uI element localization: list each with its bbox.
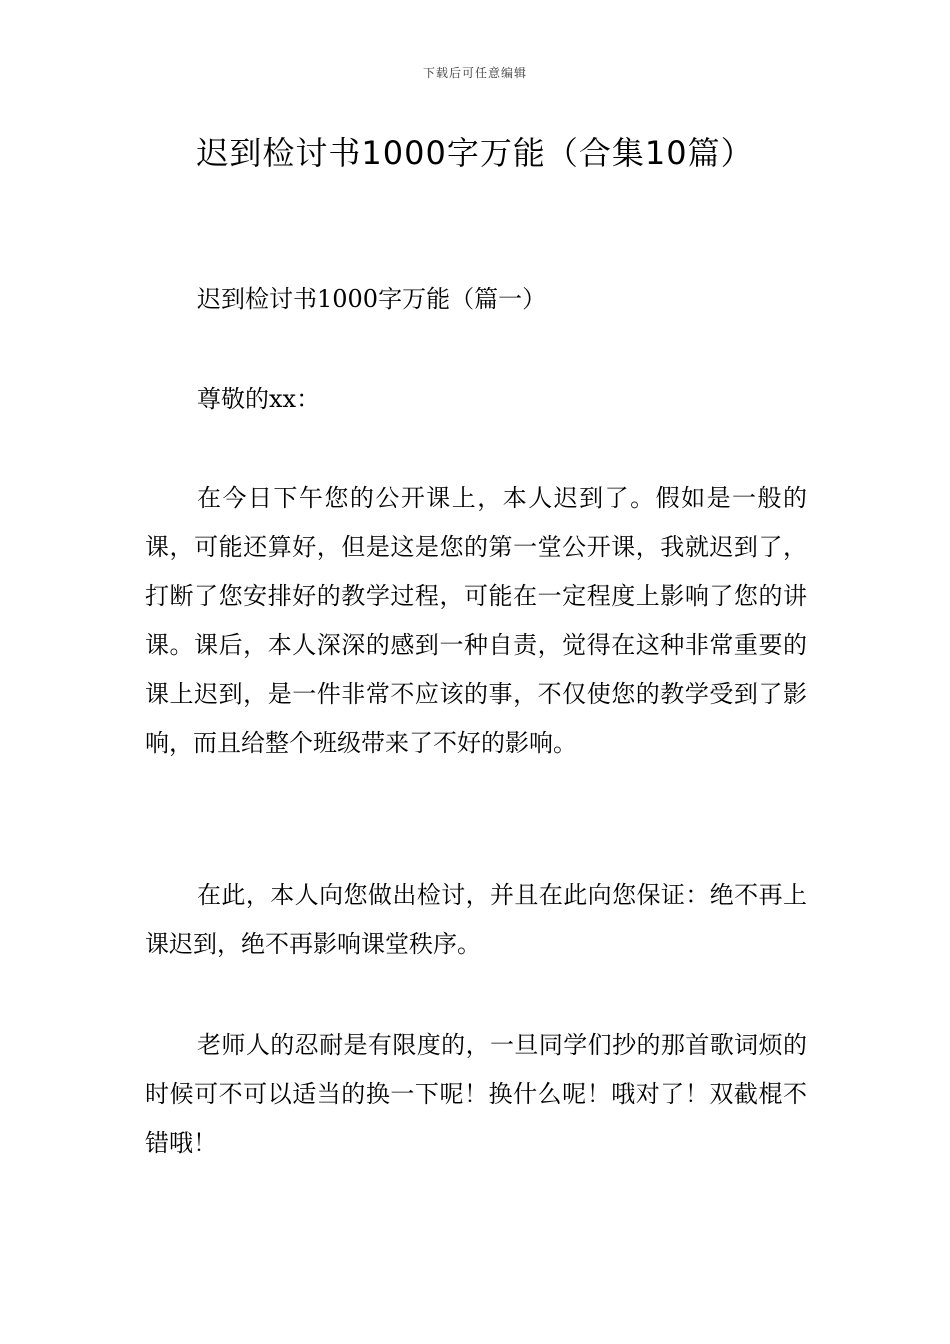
- section-heading: 迟到检讨书1000字万能（篇一）: [197, 285, 547, 313]
- header-note: 下载后可任意编辑: [422, 66, 527, 80]
- paragraph-1: 在今日下午您的公开课上，本人迟到了。假如是一般的课，可能还算好，但是这是您的第一堂公开课，我就迟到了，打断了您安排好的教学过程，可能在一定程度上影响了您的讲课。课后，本人深深的感到一种自责，觉得在这种非常重要的课上迟到，是一件非常不应该的事，不仅使您的教学受到了影响，而且给整个班级带来了不好的影响。: [145, 484, 807, 757]
- document-title: 迟到检讨书1000字万能（合集10篇）: [196, 134, 754, 172]
- paragraph-3: 老师人的忍耐是有限度的，一旦同学们抄的那首歌词烦的时候可不可以适当的换一下呢！换什么呢！哦对了！双截棍不错哦！: [145, 1031, 807, 1157]
- salutation: 尊敬的xx：: [197, 385, 321, 413]
- paragraph-2: 在此，本人向您做出检讨，并且在此向您保证：绝不再上课迟到，绝不再影响课堂秩序。: [145, 881, 807, 958]
